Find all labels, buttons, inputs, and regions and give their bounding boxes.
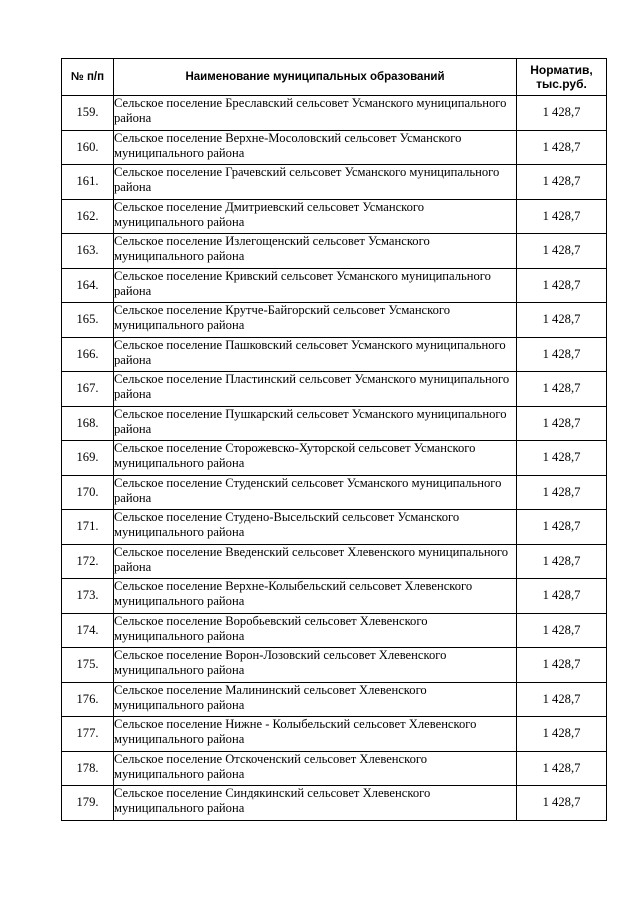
- table-row: [62, 510, 607, 545]
- table-row: [62, 337, 607, 372]
- normative-value: 1 428,7: [517, 406, 607, 441]
- table-row: [62, 372, 607, 407]
- municipality-name: Сельское поселение Малининский сельсовет Хлевенского муниципального района: [114, 682, 517, 717]
- table-header-row: [62, 59, 607, 96]
- normative-value: 1 428,7: [517, 303, 607, 338]
- table-row: [62, 717, 607, 752]
- normative-value: 1 428,7: [517, 441, 607, 476]
- row-number: 170.: [62, 475, 114, 510]
- municipality-name: Сельское поселение Крутче-Байгорский сельсовет Усманского муниципального района: [114, 303, 517, 338]
- municipality-name: Сельское поселение Пушкарский сельсовет Усманского муниципального района: [114, 406, 517, 441]
- municipality-name: Сельское поселение Излегощенский сельсовет Усманского муниципального района: [114, 234, 517, 269]
- header-number: № п/п: [62, 59, 114, 96]
- normative-value: 1 428,7: [517, 751, 607, 786]
- normative-value: 1 428,7: [517, 579, 607, 614]
- normative-value: 1 428,7: [517, 199, 607, 234]
- row-number: 165.: [62, 303, 114, 338]
- municipality-name: Сельское поселение Верхне-Колыбельский сельсовет Хлевенского муниципального района: [114, 579, 517, 614]
- table-row: [62, 579, 607, 614]
- row-number: 169.: [62, 441, 114, 476]
- municipality-name: Сельское поселение Введенский сельсовет Хлевенского муниципального района: [114, 544, 517, 579]
- header-municipality-name: Наименование муниципальных образований: [114, 59, 517, 96]
- row-number: 168.: [62, 406, 114, 441]
- municipality-name: Сельское поселение Пашковский сельсовет Усманского муниципального района: [114, 337, 517, 372]
- normative-value: 1 428,7: [517, 96, 607, 131]
- table-row: [62, 682, 607, 717]
- table-row: [62, 751, 607, 786]
- normative-value: 1 428,7: [517, 510, 607, 545]
- table-row: [62, 786, 607, 821]
- municipality-name: Сельское поселение Нижне - Колыбельский сельсовет Хлевенского муниципального района: [114, 717, 517, 752]
- table-body: [62, 96, 607, 821]
- municipality-name: Сельское поселение Кривский сельсовет Усманского муниципального района: [114, 268, 517, 303]
- row-number: 179.: [62, 786, 114, 821]
- normative-value: 1 428,7: [517, 544, 607, 579]
- normative-value: 1 428,7: [517, 717, 607, 752]
- municipality-name: Сельское поселение Отскоченский сельсовет Хлевенского муниципального района: [114, 751, 517, 786]
- row-number: 178.: [62, 751, 114, 786]
- normative-value: 1 428,7: [517, 682, 607, 717]
- table-row: [62, 303, 607, 338]
- header-normative-value: Норматив, тыс.руб.: [517, 59, 607, 96]
- table-row: [62, 613, 607, 648]
- normative-value: 1 428,7: [517, 372, 607, 407]
- row-number: 171.: [62, 510, 114, 545]
- normative-value: 1 428,7: [517, 337, 607, 372]
- municipality-name: Сельское поселение Синдякинский сельсовет Хлевенского муниципального района: [114, 786, 517, 821]
- table-row: [62, 165, 607, 200]
- municipality-name: Сельское поселение Студенский сельсовет Усманского муниципального района: [114, 475, 517, 510]
- row-number: 174.: [62, 613, 114, 648]
- row-number: 176.: [62, 682, 114, 717]
- municipality-name: Сельское поселение Ворон-Лозовский сельсовет Хлевенского муниципального района: [114, 648, 517, 683]
- row-number: 163.: [62, 234, 114, 269]
- municipality-name: Сельское поселение Грачевский сельсовет Усманского муниципального района: [114, 165, 517, 200]
- normative-table: [61, 58, 607, 821]
- row-number: 177.: [62, 717, 114, 752]
- row-number: 160.: [62, 130, 114, 165]
- municipality-name: Сельское поселение Верхне-Мосоловский сельсовет Усманского муниципального района: [114, 130, 517, 165]
- table-row: [62, 648, 607, 683]
- municipality-name: Сельское поселение Бреславский сельсовет Усманского муниципального района: [114, 96, 517, 131]
- normative-value: 1 428,7: [517, 613, 607, 648]
- row-number: 159.: [62, 96, 114, 131]
- table-row: [62, 234, 607, 269]
- row-number: 166.: [62, 337, 114, 372]
- normative-value: 1 428,7: [517, 786, 607, 821]
- normative-value: 1 428,7: [517, 234, 607, 269]
- table-row: [62, 441, 607, 476]
- table-row: [62, 96, 607, 131]
- table-row: [62, 130, 607, 165]
- municipality-name: Сельское поселение Сторожевско-Хуторской сельсовет Усманского муниципального района: [114, 441, 517, 476]
- row-number: 162.: [62, 199, 114, 234]
- table-row: [62, 544, 607, 579]
- table-row: [62, 199, 607, 234]
- normative-value: 1 428,7: [517, 648, 607, 683]
- municipality-name: Сельское поселение Пластинский сельсовет Усманского муниципального района: [114, 372, 517, 407]
- municipality-name: Сельское поселение Воробьевский сельсовет Хлевенского муниципального района: [114, 613, 517, 648]
- municipality-name: Сельское поселение Студено-Высельский сельсовет Усманского муниципального района: [114, 510, 517, 545]
- row-number: 167.: [62, 372, 114, 407]
- municipality-name: Сельское поселение Дмитриевский сельсовет Усманского муниципального района: [114, 199, 517, 234]
- row-number: 173.: [62, 579, 114, 614]
- row-number: 175.: [62, 648, 114, 683]
- normative-value: 1 428,7: [517, 130, 607, 165]
- row-number: 172.: [62, 544, 114, 579]
- row-number: 164.: [62, 268, 114, 303]
- row-number: 161.: [62, 165, 114, 200]
- normative-value: 1 428,7: [517, 165, 607, 200]
- table-row: [62, 406, 607, 441]
- table-row: [62, 268, 607, 303]
- normative-value: 1 428,7: [517, 268, 607, 303]
- normative-value: 1 428,7: [517, 475, 607, 510]
- table-row: [62, 475, 607, 510]
